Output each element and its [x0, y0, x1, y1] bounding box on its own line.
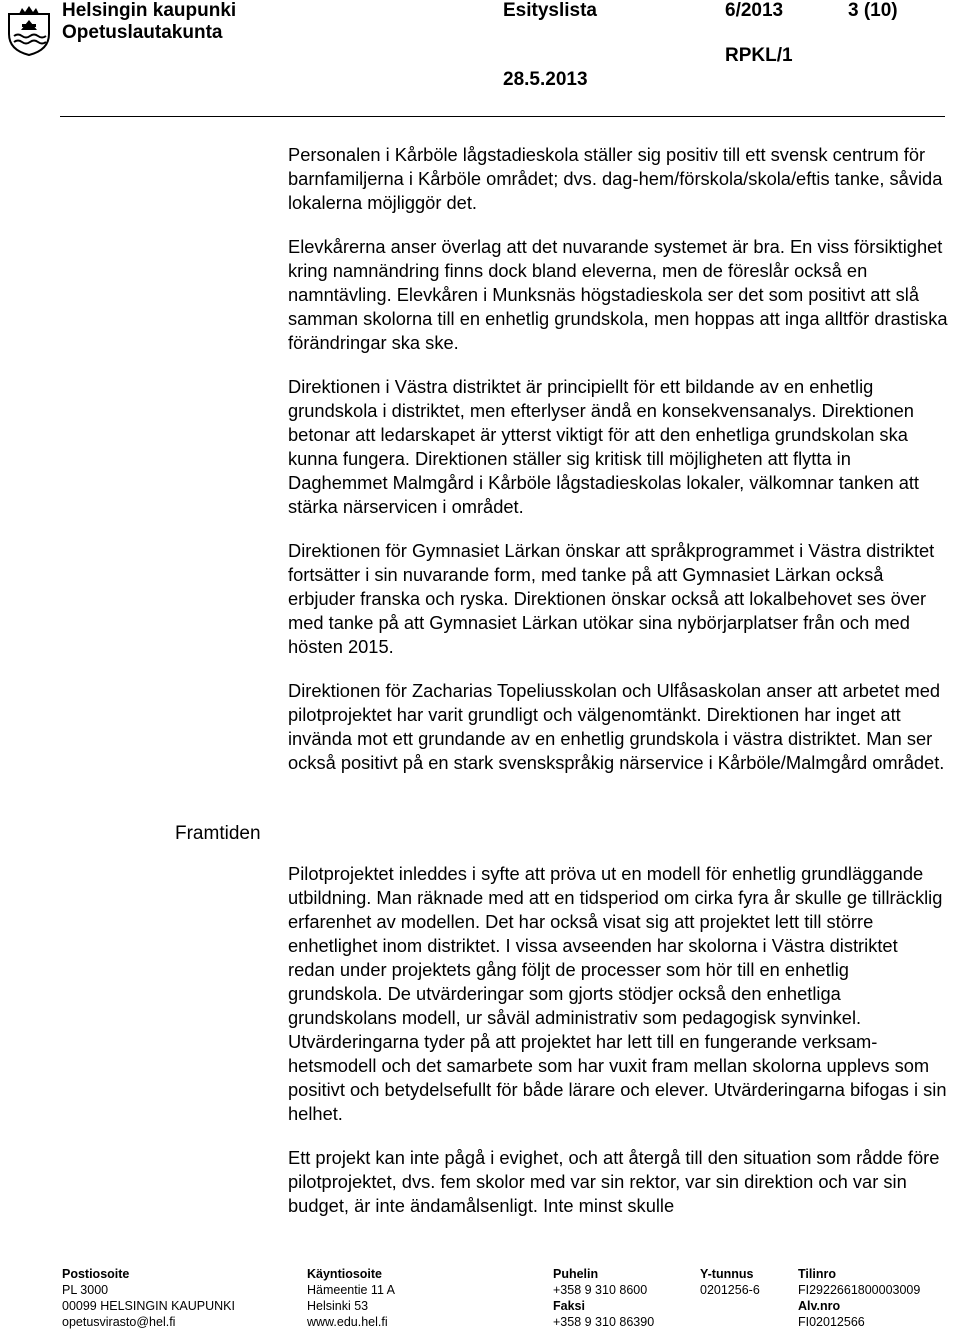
footer-account [798, 1266, 920, 1330]
paragraph: Elevkårerna anser överlag att det nuvarande systemet är bra. En viss försiktighet kring namnändring finns dock bland eleverna, men de föreslår också en namntävling. Elevkåren i Munksnäs högstadieskola ser det som positivt att slå samman skolorna till en enhetlig grundskola, men hoppas att inga alltför drastiska förändringar ska ske. [288, 236, 948, 353]
footer-website-link[interactable]: www.edu.hel.fi [307, 1315, 388, 1329]
footer-visiting-line: Hämeentie 11 A [307, 1283, 396, 1297]
footer-phone-number: +358 9 310 8600 [553, 1283, 648, 1297]
footer-vat-heading: Alv.nro [798, 1299, 841, 1313]
footer-visiting-heading: Käyntiosoite [307, 1267, 383, 1281]
body-text-continued [288, 862, 948, 1238]
footer-postal-line: PL 3000 [62, 1283, 109, 1297]
paragraph: Ett projekt kan inte pågå i evighet, och att återgå till den situation som rådde före pilotprojektet, dvs. fem skolor med var sin rektor, var sin direktion och var sin budget, är inte ändamålsenligt. Inte minst skulle [288, 1147, 940, 1216]
footer-account-value: FI2922661800003009 [798, 1283, 921, 1297]
footer-vat-value: FI02012566 [798, 1315, 865, 1329]
footer-phone [553, 1266, 654, 1330]
footer-business-id-heading: Y-tunnus [700, 1267, 754, 1281]
footer-phone-heading: Puhelin [553, 1267, 599, 1281]
meeting-date: 28.5.2013 [503, 69, 588, 90]
footer-visiting [307, 1266, 395, 1330]
footer-email-link[interactable]: opetusvirasto@hel.fi [62, 1315, 176, 1329]
footer-account-heading: Tilinro [798, 1267, 836, 1281]
header-rule [60, 116, 945, 117]
doc-number: 6/2013 [725, 0, 784, 21]
footer-postal [62, 1266, 235, 1330]
footer-fax-heading: Faksi [553, 1299, 585, 1313]
footer-business-id [700, 1266, 760, 1298]
page-number: 3 (10) [848, 0, 898, 21]
department-name: Opetuslautakunta [62, 22, 223, 43]
doc-type: Esityslista [503, 0, 597, 21]
paragraph: Direktionen för Gymnasiet Lärkan önskar att språkprogrammet i Västra distriktet fortsätter i sin nuvarande form, med tanke på att Gymnasiet Lärkan också erbjuder franska och ryska. Direktionen önskar också att lokalbehovet ses över med tanke på att Gymnasiet Lärkan utökar sina nybörjarplatser från och med hösten 2015. [288, 540, 935, 657]
footer-business-id-value: 0201256-6 [700, 1283, 760, 1297]
helsinki-crest-icon [6, 6, 52, 56]
section-heading: Framtiden [175, 823, 261, 844]
footer-fax-number: +358 9 310 86390 [553, 1315, 655, 1329]
paragraph: Direktionen i Västra distriktet är principiellt för ett bildande av en enhetlig grundskola i distriktet, men efterlyser ändå en konsekvensanalys. Direktionen betonar att ledarskapet är ytterst viktigt för att den enhetliga grundskolan ska kunna fungera. Direktionen ställer sig kritisk till möjligheten att flytta in Daghemmet Malmgård i Kårböle lågstadieskolas lokaler, välkomnar tanken att stärka närservicen i området. [288, 376, 920, 517]
footer-postal-heading: Postiosoite [62, 1267, 130, 1281]
footer-visiting-line: Helsinki 53 [307, 1299, 369, 1313]
footer-postal-line: 00099 HELSINGIN KAUPUNKI [62, 1299, 235, 1313]
body-text [288, 143, 948, 795]
section-code: RPKL/1 [725, 45, 793, 66]
paragraph: Direktionen för Zacharias Topeliusskolan och Ulfåsaskolan anser att arbetet med pilotprojektet har varit grundligt och välgenomtänkt. Direktionen har inget att invända mot ett grundande av en enhetlig grundskola i västra distriktet. Man ser också positivt på en stark svenskspråkig närservice i Kårböle/Malmgård området. [288, 680, 945, 773]
org-name: Helsingin kaupunki [62, 0, 237, 21]
paragraph: Pilotprojektet inleddes i syfte att pröva ut en modell för enhetlig grundläggande utbildning. Man räknade med att en tidsperiod om cirka fyra år skulle ge tillräcklig erfarenhet av modellen. Det har också visat sig att projektet lett till större enhetlighet inom distriktet. I vissa avseenden har skolorna i Västra distriktet redan under projektets gång följt de processer som hör till en enhetlig grundskola. De utvärderingar som gjorts stödjer också den enhetliga grundskolans modell, ur såväl administrativ som pedagogisk synvinkel. Utvärderingarna tyder på att projektet har lett till en fungerande verksam-hetsmodell och det samarbete som har vuxit fram mellan skolorna upplevs som positivt och betydelsefullt för både lärare och elever. Utvärderingarna bifogas i sin helhet. [288, 863, 947, 1124]
paragraph: Personalen i Kårböle lågstadieskola ställer sig positiv till ett svensk centrum för barnfamiljerna i Kårböle området; dvs. dag-hem/förskola/skola/eftis tanke, såvida lokalerna möjliggör det. [288, 144, 943, 213]
